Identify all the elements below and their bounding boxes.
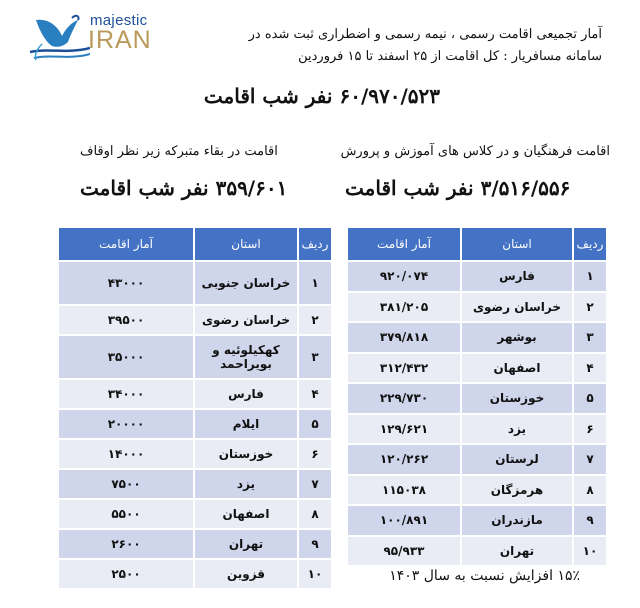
stat-cell: ۹۵/۹۳۳ xyxy=(347,536,461,567)
table-body xyxy=(347,261,607,566)
province-cell: ایلام xyxy=(194,409,298,439)
province-cell: کهکیلوئیه و بویراحمد xyxy=(194,335,298,379)
stat-cell: ۳۱۲/۴۳۲ xyxy=(347,353,461,384)
header-rank: ردیف xyxy=(573,227,607,261)
stat-cell: ۴۳۰۰۰ xyxy=(58,261,194,305)
province-cell: یزد xyxy=(461,414,573,445)
grand-total: ۶۰/۹۷۰/۵۲۳ نفر شب اقامت xyxy=(203,84,440,108)
table-row xyxy=(347,383,607,414)
table-header-row xyxy=(58,227,332,261)
growth-note: ۱۵٪ افزایش نسبت به سال ۱۴۰۳ xyxy=(389,568,580,584)
rank-cell: ۱۰ xyxy=(298,559,332,589)
stat-cell: ۲۶۰۰ xyxy=(58,529,194,559)
teachers-accommodation-table xyxy=(346,226,608,567)
province-cell: خوزستان xyxy=(194,439,298,469)
stat-cell: ۱۰۰/۸۹۱ xyxy=(347,505,461,536)
table-body xyxy=(58,261,332,589)
table-row xyxy=(58,305,332,335)
rank-cell: ۷ xyxy=(573,444,607,475)
table-row xyxy=(347,475,607,506)
table-row xyxy=(347,353,607,384)
province-cell: فارس xyxy=(194,379,298,409)
rank-cell: ۶ xyxy=(298,439,332,469)
province-cell: خراسان رضوی xyxy=(194,305,298,335)
province-cell: اصفهان xyxy=(194,499,298,529)
stat-cell: ۷۵۰۰ xyxy=(58,469,194,499)
stat-cell: ۳۷۹/۸۱۸ xyxy=(347,322,461,353)
logo-text-iran: IRAN xyxy=(88,26,152,54)
rank-cell: ۳ xyxy=(573,322,607,353)
rank-cell: ۵ xyxy=(573,383,607,414)
rank-cell: ۴ xyxy=(573,353,607,384)
stat-cell: ۲۰۰۰۰ xyxy=(58,409,194,439)
table-row xyxy=(347,444,607,475)
table-row xyxy=(347,414,607,445)
province-cell: بوشهر xyxy=(461,322,573,353)
header-province: استان xyxy=(461,227,573,261)
stat-cell: ۵۵۰۰ xyxy=(58,499,194,529)
province-cell: تهران xyxy=(461,536,573,567)
table-row xyxy=(58,439,332,469)
rank-cell: ۹ xyxy=(298,529,332,559)
section-left-subtitle: اقامت در بقاء متبرکه زیر نظر اوقاف xyxy=(80,144,278,159)
province-cell: خراسان جنوبی xyxy=(194,261,298,305)
rank-cell: ۶ xyxy=(573,414,607,445)
province-cell: قزوین xyxy=(194,559,298,589)
table-row xyxy=(58,335,332,379)
table-row xyxy=(58,559,332,589)
province-cell: یزد xyxy=(194,469,298,499)
header-rank: ردیف xyxy=(298,227,332,261)
province-cell: خراسان رضوی xyxy=(461,292,573,323)
rank-cell: ۱۰ xyxy=(573,536,607,567)
rank-cell: ۸ xyxy=(573,475,607,506)
table-row xyxy=(347,536,607,567)
table-row xyxy=(58,469,332,499)
stat-cell: ۲۵۰۰ xyxy=(58,559,194,589)
intro-line-1: آمار تجمیعی اقامت رسمی ، نیمه رسمی و اضطراری ثبت شده در xyxy=(248,27,602,42)
province-cell: خوزستان xyxy=(461,383,573,414)
phoenix-bird-icon xyxy=(28,8,90,68)
stat-cell: ۳۴۰۰۰ xyxy=(58,379,194,409)
stat-cell: ۱۱۵۰۳۸ xyxy=(347,475,461,506)
rank-cell: ۲ xyxy=(298,305,332,335)
table-row xyxy=(347,261,607,292)
stat-cell: ۹۲۰/۰۷۴ xyxy=(347,261,461,292)
table-row xyxy=(58,261,332,305)
rank-cell: ۹ xyxy=(573,505,607,536)
intro-text xyxy=(172,24,602,68)
table-row xyxy=(58,499,332,529)
table-row xyxy=(58,529,332,559)
table-row xyxy=(58,409,332,439)
majestic-iran-logo xyxy=(28,8,158,68)
section-right-total: ۳/۵۱۶/۵۵۶ نفر شب اقامت xyxy=(345,176,571,200)
province-cell: لرستان xyxy=(461,444,573,475)
table-row xyxy=(347,322,607,353)
rank-cell: ۱ xyxy=(298,261,332,305)
stat-cell: ۱۴۰۰۰ xyxy=(58,439,194,469)
table-row xyxy=(347,292,607,323)
section-left-total: ۳۵۹/۶۰۱ نفر شب اقامت xyxy=(80,176,288,200)
rank-cell: ۸ xyxy=(298,499,332,529)
table-row xyxy=(58,379,332,409)
stat-cell: ۱۲۹/۶۲۱ xyxy=(347,414,461,445)
table-row xyxy=(347,505,607,536)
stat-cell: ۲۲۹/۷۳۰ xyxy=(347,383,461,414)
section-right-subtitle: اقامت فرهنگیان و در کلاس های آموزش و پرورش xyxy=(340,144,610,159)
province-cell: هرمزگان xyxy=(461,475,573,506)
province-cell: فارس xyxy=(461,261,573,292)
rank-cell: ۵ xyxy=(298,409,332,439)
table-header-row xyxy=(347,227,607,261)
logo-text-majestic: majestic xyxy=(90,12,148,29)
shrines-accommodation-table xyxy=(57,226,333,590)
rank-cell: ۴ xyxy=(298,379,332,409)
rank-cell: ۷ xyxy=(298,469,332,499)
province-cell: مازندران xyxy=(461,505,573,536)
rank-cell: ۲ xyxy=(573,292,607,323)
province-cell: تهران xyxy=(194,529,298,559)
stat-cell: ۳۹۵۰۰ xyxy=(58,305,194,335)
province-cell: اصفهان xyxy=(461,353,573,384)
header-province: استان xyxy=(194,227,298,261)
rank-cell: ۱ xyxy=(573,261,607,292)
stat-cell: ۳۸۱/۲۰۵ xyxy=(347,292,461,323)
header-stat: آمار اقامت xyxy=(347,227,461,261)
rank-cell: ۳ xyxy=(298,335,332,379)
stat-cell: ۳۵۰۰۰ xyxy=(58,335,194,379)
header-stat: آمار اقامت xyxy=(58,227,194,261)
stat-cell: ۱۲۰/۲۶۲ xyxy=(347,444,461,475)
intro-line-2: سامانه مسافریار : کل اقامت از ۲۵ اسفند تا ۱۵ فروردین xyxy=(298,49,602,64)
